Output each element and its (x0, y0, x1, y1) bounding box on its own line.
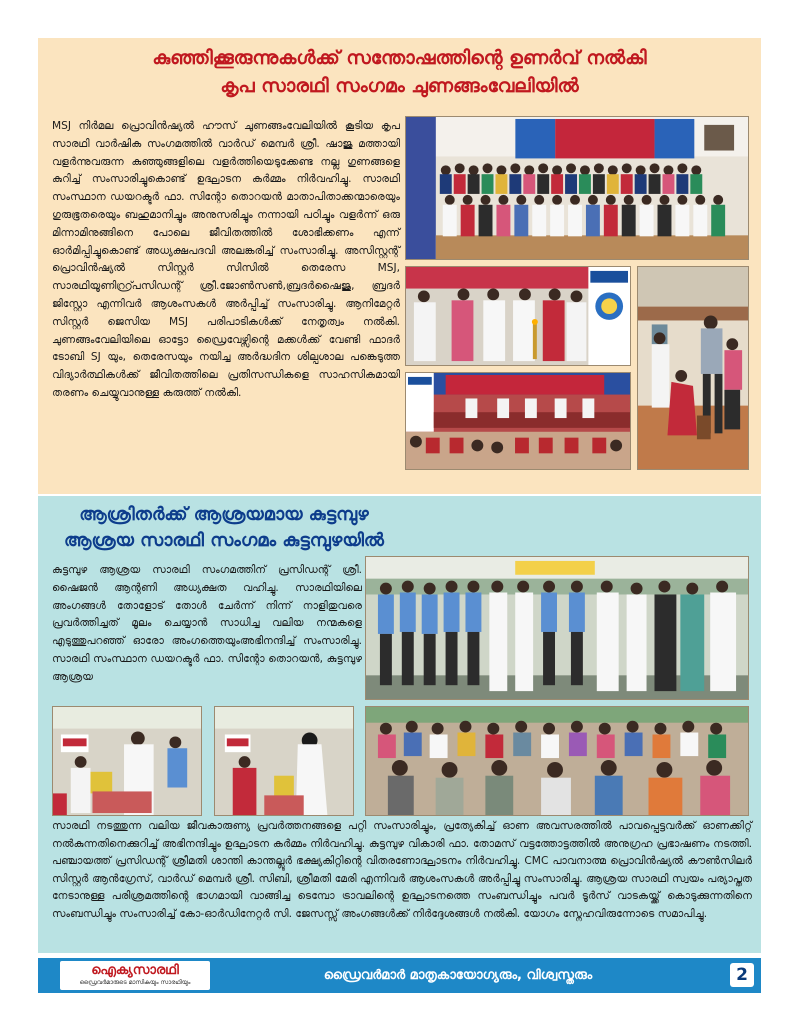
article-2-headline-line2: ആശ്രയ സാരഥി സംഗമം കുട്ടമ്പുഴയിൽ (64, 530, 384, 551)
stage-photo (405, 372, 631, 470)
article-2-headline (44, 502, 404, 554)
article-2-body-part2: സാരഥി നടത്തുന്ന വലിയ ജീവകാരുണ്യ പ്രവർത്തനങ്ങളെ പറ്റി സംസാരിച്ചും, പ്രത്യേകിച്ച് ഓണ അവസരത്തിൽ പാവപ്പെട്ടവർക്ക് ഓണക്കിറ്റ് നൽകുന്നതിനെക്കുറിച്ച് അഭിനന്ദിച്ചും ഉദ്ഘാടന കർമ്മം നിർവഹിച്ചു. കുട്ടമ്പുഴ വികാരി ഫാ. തോമസ് വട്ടത്തോട്ടത്തിൽ അനുഗ്രഹ പ്രഭാഷണം നടത്തി. പഞ്ചായത്ത് പ്രസിഡന്റ് ശ്രീമതി ശാന്തി കാന്തല്ലൂർ ഭക്ഷ്യകിറ്റിന്റെ വിതരണോദ്ഘാടനം നിർവഹിച്ചു. CMC പാവനാത്മ പ്രൊവിൻഷ്യൽ കൗൺസിലർ സിസ്റ്റർ ആൻഗ്രേസ്, വാർഡ് മെമ്പർ ശ്രീ. സിബി, ശ്രീമതി മേരി എന്നിവർ ആശംസകൾ അർപ്പിച്ചു സംസാരിച്ചു. ആശ്രയ സാരഥി സ്വയം പര്യാപ്തത നേടാനുള്ള പരിശ്രമത്തിന്റെ ഭാഗമായി വാങ്ങിച്ച ടെമ്പോ ട്രാവലിന്റെ ഉദ്ഘാടനത്തെ സംബന്ധിച്ചും പവർ ടൂർസ് വാടകയ്ക്ക് കൊടുക്കുന്നതിനെ സംബന്ധിച്ചും സംസാരിച്ച് കോ-ഓർഡിനേറ്റർ സി. ജേസസ്സ് അംഗങ്ങൾക്ക് നിർദ്ദേശങ്ങൾ നൽകി. യോഗം സ്നേഹവിരുന്നോടെ സമാപിച്ചു. (52, 820, 752, 920)
magazine-logo (60, 961, 210, 990)
article-1-headline-line2: കൃപ സാരഥി സംഗമം ചുണങ്ങംവേലിയിൽ (220, 75, 579, 97)
page-number: 2 (730, 963, 754, 987)
article-2-body-part1: കുട്ടമ്പുഴ ആശ്രയ സാരഥി സംഗമത്തിന് പ്രസിഡന്റ് ശ്രീ. ഷൈജൻ ആന്റണി അധ്യക്ഷത വഹിച്ചു. സാരഥിയിലെ അംഗങ്ങൾ തോളോട് തോൾ ചേർന്ന് നിന്ന് നാളിതുവരെ പ്രവർത്തിച്ചത് മൂലം ചെയ്യാൻ സാധിച്ച വലിയ നന്മകളെ എടുത്തുപറഞ്ഞ് ഓരോ അംഗത്തെയുംഅഭിനന്ദിച്ച് സംസാരിച്ചു. സാരഥി സംസ്ഥാന ഡയറക്ടർ ഫാ. സിന്റോ തൊറയൻ, കുട്ടമ്പുഴ ആശ്രയ (52, 564, 362, 683)
page-footer (38, 958, 761, 993)
magazine-page (38, 38, 761, 993)
footer-tagline: ഡ്രൈവർമാർ മാതൃകായോഗ്യരും, വിശ്വസ്തരും (323, 968, 593, 983)
lamp-lighting-photo (405, 266, 631, 366)
article-chunangamveli (38, 38, 761, 494)
activity-photo (637, 266, 749, 470)
article-kuttampuzha (38, 496, 761, 953)
article-1-headline-line1: കുഞ്ഞിക്കൂരുന്നുകൾക്ക് സന്തോഷത്തിന്റെ ഉണർവ് നൽകി (152, 47, 647, 69)
logo-subtitle: ഡ്രൈവർമാരുടെ മാസികയും സാരഥിയും (79, 979, 191, 986)
article-2-headline-line1: ആശ്രിതർക്ക് ആശ്രയമായ കുട്ടമ്പുഴ (79, 504, 369, 525)
article-1-headline (38, 44, 761, 100)
audience-photo (365, 706, 749, 816)
group-photo (405, 116, 749, 260)
kit-distribution-photo-2 (214, 706, 354, 816)
kit-distribution-photo-1 (52, 706, 202, 816)
article-1-body (52, 118, 400, 403)
article-1-paragraph: MSJ നിർമല പ്രൊവിൻഷ്യൽ ഹൗസ് ചുണങ്ങംവേലിയിൽ കൂടിയ കൃപ സാരഥി വാർഷിക സംഗമത്തിൽ വാർഡ് മെമ്പർ ശ്രീ. ഷാജു മത്തായി വളർന്നുവരുന്ന കുഞ്ഞുങ്ങളിലെ വളർത്തിയെടുക്കേണ്ട നല്ല ഗുണങ്ങളെ കുറിച്ച് സംസാരിച്ചുകൊണ്ട് ഉദ്ഘാടന കർമ്മം നിർവഹിച്ചു. സാരഥി സംസ്ഥാന ഡയറക്ടർ ഫാ. സിന്റോ തൊറയൻ മാതാപിതാക്കന്മാരെയും ഗുരുഭൂതരെയും ബഹുമാനിച്ചും അനുസരിച്ചും നന്നായി പഠിച്ചും വളർന്ന് ഒരു മിന്നാമിനുങ്ങിനെ പോലെ ജീവിതത്തിൽ ശോഭിക്കണം എന്ന് ഓർമിപ്പിച്ചുകൊണ്ട് അധ്യക്ഷപദവി അലങ്കരിച്ച് സംസാരിച്ചു. അസിസ്റ്റന്റ് പ്രൊവിൻഷ്യൽ സിസ്റ്റർ സിസിൽ തെരേസ MSJ, സാരഥിയൂണിറ്റ്പ്രസിഡന്റ് ശ്രീ.ജോൺസൺ,ബ്രദർഷൈജു, ബ്രദർ ജിസ്റ്റോ എന്നിവർ ആശംസകൾ അർപ്പിച്ച് സംസാരിച്ചു. ആനിമേറ്റർ സിസ്റ്റർ ജെസിയ MSJ പരിപാടികൾക്ക് നേതൃത്വം നൽകി. ചുണങ്ങംവേലിയിലെ ഓട്ടോ ഡ്രൈവേഴ്സിന്റെ മക്കൾക്ക് വേണ്ടി ഫാദർ ടോബി SJ യും, തെരേസയും നയിച്ച അർദ്ധദിന ശില്പശാല പങ്കെടുത്ത വിദ്യാർത്ഥികൾക്ക് ജീവിതത്തിലെ പ്രതിസന്ധികളെ സാഹസികമായി തരണം ചെയ്യുവാനുള്ള കരുത്ത് നൽകി. (52, 120, 400, 399)
kuttampuzha-group-photo (365, 556, 749, 700)
logo-name: ഐക്യസാരഥി (91, 963, 179, 978)
